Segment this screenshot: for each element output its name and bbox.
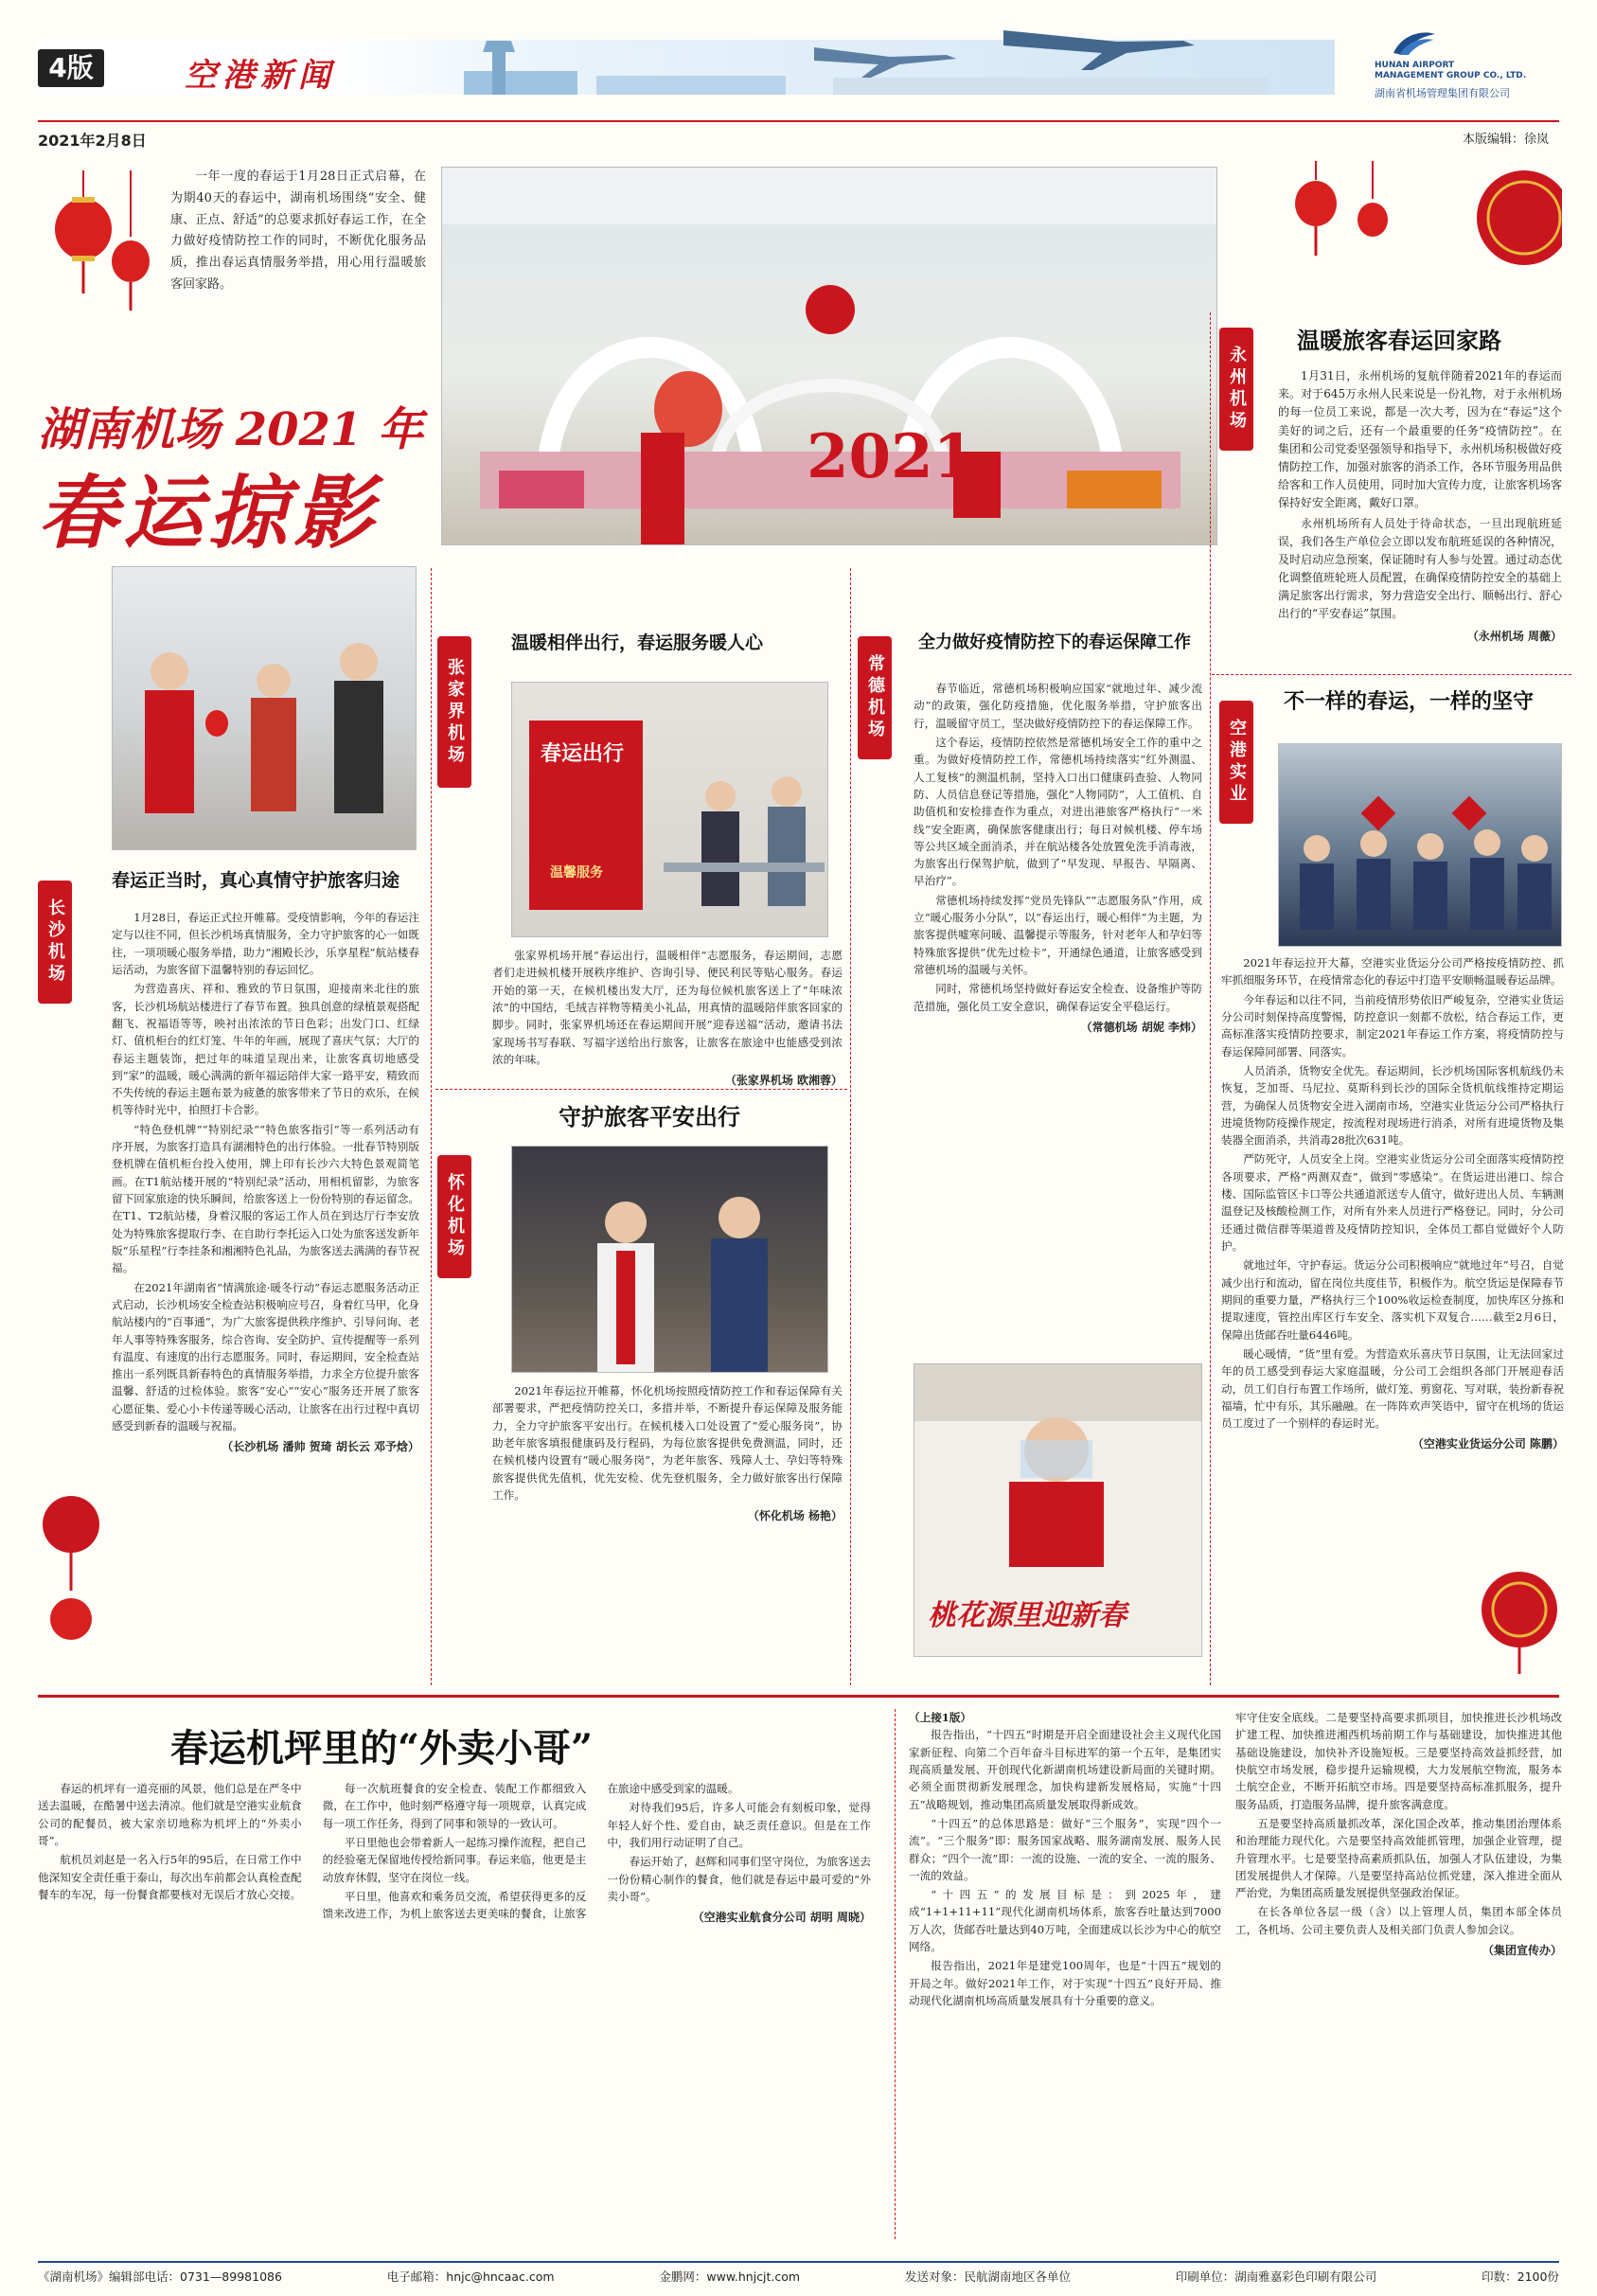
tag-zhangjiajie: 张家界机场 [437, 636, 471, 788]
huaihua-banner-slogan: 桃花源里迎新春 [928, 1599, 1127, 1632]
changde-article [914, 680, 1202, 1037]
takeaway-paragraph-1: 春运的机坪有一道亮丽的风景，他们总是在严冬中送去温暖，在酷暑中送去清凉。他们就是空港实业航食公司的配餐员，被大家亲切地称为机坪上的“外卖小哥”。 [38, 1782, 302, 1847]
hero-photo-sign-2021: 2021 [807, 421, 976, 492]
takeaway-paragraph-2: 航机员刘赵是一名入行5年的95后，在日常工作中他深知安全责任重于泰山，每次出车前都会认真检查配餐车的车况，每一份餐食都要核对无误后才放心交接。 [38, 1853, 302, 1901]
footer-bar [38, 2261, 1559, 2289]
zhangjiajie-article [492, 947, 843, 1090]
tag-huaihua: 怀化机场 [437, 1155, 471, 1278]
changde-paragraph-2: 这个春运，疫情防控依然是常德机场安全工作的重中之重。为做好疫情防控工作，常德机场持续落实“红外测温、人工复核”的测温机制，坚持入口出口健康码查验、人物同防、人员信息登记等措施，强化“人物同防”，人工值机、自助值机和安检排查作为重点，对进出港旅客严格执行“一米线”安全距离，确保旅客健康出行；每日对候机楼、停车场等公共区域全面消杀，并在航站楼各处放置免洗手消毒液，为旅客出行保驾护航，做到了“早发现、早报告、早隔离、早治疗”。 [914, 735, 1202, 888]
continued-paragraph-3: “十四五”的发展目标是：到2025年，建成“1+1+11+11”现代化湖南机场体系，旅客吞吐量达到7000万人次，货邮吞吐量达到40万吨，全面建成以长沙为中心的航空网络。 [909, 1888, 1221, 1954]
tag-changde: 常德机场 [858, 636, 892, 759]
yongzhou-headline: 温暖旅客春运回家路 [1297, 327, 1501, 354]
company-logo-icon [1390, 27, 1439, 59]
kongyuan-paragraph-3: 人员消杀，货物安全优先。春运期间，长沙机场国际客机航线仍未恢复，芝加哥、马尼拉、莫斯科到长沙的国际全货机航线维持定期运营，为确保人员货物安全进入湖南市场，空港实业货运分公司严格执行进境货物防疫操作规定，按流程对现场进行消杀，对所有进境货物及集装器全面消杀，共消毒28批次631吨。 [1221, 1063, 1564, 1148]
huaihua-banner-photo [914, 1363, 1202, 1657]
kongyuan-paragraph-6: 暖心暖情，“货”里有爱。为营造欢乐喜庆节日氛围，让无法回家过年的员工感受到春运大家庭温暖，分公司工会组织各部门开展迎春活动，员工们自行布置工作场所，做灯笼、剪窗花、写对联，装扮新春祝福墙，忙中有乐，其乐融融。在一阵阵欢声笑语中，留守在机场的货运员工度过了一个别样的春运时光。 [1221, 1346, 1564, 1431]
continued-article [909, 1709, 1221, 2011]
group-english-name [1375, 61, 1564, 81]
lantern-decoration-left [45, 170, 169, 322]
kongyuan-paragraph-5: 就地过年，守护春运。货运分公司积极响应“就地过年”号召，自觉减少出行和流动，留在岗位共度佳节，积极作为。航空货运是保障春节期间的重要力量，严格执行三个100%收运检查制度，加快库区分拣和提取速度，管控出库区行车安全、落实机下双复合……截至2月6日，保障出货邮吞吐量6446吨。 [1221, 1258, 1564, 1342]
kongyuan-photo-figures [1279, 744, 1562, 947]
kongyuan-article [1221, 954, 1564, 1453]
takeaway-article [38, 1780, 871, 1927]
kongyuan-paragraph-1: 2021年春运拉开大幕，空港实业货运分公司严格按疫情防控、抓牢抓细服务环节，在疫情常态化的春运中打造平安顺畅温暖春运品牌。 [1221, 956, 1564, 988]
lantern-decoration-right [1278, 161, 1562, 284]
hero-intro: 一年一度的春运于1月28日正式启幕，在为期40天的春运中，湖南机场围绕“安全、健康、正点、舒适”的总要求抓好春运工作，在全力做好疫情防控工作的同时，不断优化服务品质，推出春运真情服务举措，用心用行温暖旅客回家路。 [170, 169, 426, 292]
huaihua-photo [511, 1146, 828, 1373]
meeting-paragraph-3: 在长各单位各层一级（含）以上管理人员，集团本部全体员工，各机场、公司主要负责人及相关部门负责人参加会议。 [1235, 1905, 1562, 1936]
paper-name: 空港新闻 [185, 57, 336, 95]
takeaway-credit: （空港实业航食分公司 胡明 周晓） [692, 1911, 871, 1925]
changde-paragraph-3: 常德机场持续发挥“党员先锋队”“志愿服务队”作用，成立“暖心服务小分队”，以“春运出行，暖心相伴”为主题，为旅客提供嘘寒问暖、温馨提示等服务，针对老年人和孕妇等特殊旅客提供“优先过检卡”，开通绿色通道，让旅客感受到常德机场的温暖与关怀。 [914, 893, 1202, 976]
changde-paragraph-4: 同时，常德机场坚持做好春运安全检查、设备维护等防范措施，强化员工安全意识，确保春运安全平稳运行。 [914, 982, 1202, 1013]
kongyuan-headline: 不一样的春运，一样的坚守 [1284, 689, 1535, 714]
meeting-paragraph-1: 牢守住安全底线。二是要坚持高要求抓项目，加快推进长沙机场改扩建工程、加快推进湘西机场前期工作与基础建设，加快推进其他基础设施建设，加快补齐设施短板。三是要坚持高效益抓经营，加快航空市场发展，稳步提升运输规模，大力发展航空物流，服务本土航空企业，不断开拓航空市场。四是要坚持高标准抓服务，提升服务品质，打造服务品牌，提升旅客满意度。 [1235, 1711, 1562, 1811]
yongzhou-article [1278, 367, 1562, 646]
changsha-photo [112, 566, 417, 850]
divider-col3-col4 [1210, 312, 1211, 1685]
kongyuan-paragraph-4: 严防死守，人员安全上岗。空港实业货运分公司全面落实疫情防控各项要求，严格“两测双查”，做到“零感染”。在货运进出港口、综合楼、国际监管区卡口等公共通道派送专人值守，做好进出人员、车辆测温登记及核酸检测工作，对所有外来人员进行严格登记。同时，分公司还通过微信群等渠道普及疫情防控知识，全体员工都自觉做好个人防护。 [1221, 1152, 1564, 1253]
masthead [0, 0, 1597, 150]
takeaway-headline: 春运机坪里的“外卖小哥” [170, 1726, 594, 1771]
footer-printer: 印刷单位：湖南雅嘉彩色印刷有限公司 [1175, 2269, 1377, 2284]
huaihua-article [492, 1382, 843, 1525]
footer-circulation: 印数：2100份 [1482, 2269, 1559, 2284]
paper-cut-decoration-bottom-right [1477, 1562, 1562, 1676]
tag-kongyuan: 空港实业 [1219, 701, 1253, 824]
changde-credit: （常德机场 胡妮 李炜） [1080, 1020, 1202, 1034]
meeting-credit: （集团宣传办） [1482, 1944, 1562, 1958]
airport-skyline-graphic [435, 19, 1287, 99]
edition-badge: 4版 [38, 49, 104, 87]
changsha-paragraph-4: 在2021年湖南省“情满旅途·暖冬行动”春运志愿服务活动正式启动，长沙机场安全检查站积极响应号召，身着红马甲，化身航站楼内的“百事通”，为广大旅客提供秩序维护、引导问询、老年人事等特殊客服务，综合咨询、安全防护、宣传提醒等一系列有温度、有速度的出行志愿服务。同时，春运期间，安全检查站推出一系列既具新春特色的真情服务举措，力求全方位提升旅客温馨、舒适的过检体验。旅客“安心”“安心”服务还开展了旅客心愿征集、爱心小卡传递等暖心活动，让旅客在出行过程中真切感受到新春的温暖与祝福。 [112, 1280, 419, 1433]
huaihua-photo-figures [512, 1147, 828, 1373]
takeaway-paragraph-7: 春运开始了，赵辉和同事们坚守岗位，为旅客送去一份份精心制作的餐食，他们就是春运中最可爱的“外卖小哥”。 [607, 1855, 871, 1903]
masthead-rule [38, 120, 1559, 122]
zhangjiajie-headline: 温暖相伴出行，春运服务暖人心 [511, 632, 764, 653]
takeaway-paragraph-3: 每一次航班餐食的安全检查、装配工作都细致入微，在工作中，他时刻严格遵守每一项规章，认真完成每一项工作任务，得到了同事和领导的一致认可。 [322, 1782, 587, 1830]
kongyuan-team-photo [1278, 743, 1562, 947]
yongzhou-paragraph-1: 1月31日，永州机场的复航伴随着2021年的春运而来。对于645万永州人民来说是一份礼物，对于永州机场的每一位员工来说，都是一次大考，因为在“春运”这个美好的词之后，还有一个最重要的任务“疫情防控”。在集团和公司党委坚强领导和指导下，永州机场积极做好疫情防控工作，加强对旅客的消杀工作，各环节服务用品供给客和工作人员使用，同时加大宣传力度，让旅客机场客保持好安全距离，戴好口罩。 [1278, 369, 1563, 510]
zhangjiajie-photo [511, 682, 828, 937]
changsha-headline: 春运正当时，真心真情守护旅客归途 [112, 870, 400, 891]
changsha-article [112, 909, 419, 1456]
group-english-line2: MANAGEMENT GROUP CO., LTD. [1375, 71, 1527, 80]
meeting-article-right [1235, 1709, 1562, 1960]
page-editor: 本版编辑：徐岚 [1463, 133, 1550, 147]
changde-headline: 全力做好疫情防控下的春运保障工作 [918, 632, 1191, 652]
takeaway-paragraph-6: 对待我们95后，许多人可能会有刻板印象，觉得年轻人好个性、爱自由，缺乏责任意识。但是在工作中，我们用行动证明了自己。 [607, 1801, 871, 1849]
takeaway-paragraph-4: 平日里他也会带着新人一起练习操作流程，把自己的经验毫无保留地传授给新同事。春运来临，他更是主动放弃休假，坚守在岗位一线。 [322, 1835, 587, 1884]
changsha-photo-figures [113, 567, 417, 850]
huaihua-paragraph-1: 2021年春运拉开帷幕，怀化机场按照疫情防控工作和春运保障有关部署要求，严把疫情防控关口，多措并举，不断提升春运保障及服务能力，全力守护旅客平安出行。在候机楼入口处设置了“爱心服务岗”，协助老年旅客填报健康码及行程码，为每位旅客提供免费测温，同时，还在候机楼内设置有“暖心服务岗”，为老年旅客、残障人士、孕妇等特殊旅客提供优先值机，优先安检、优先登机服务，全力做好旅客出行保障工作。 [492, 1384, 843, 1502]
hero-photo [441, 167, 1217, 545]
bottom-section-rule [38, 1695, 1559, 1698]
kongyuan-credit: （空港实业货运分公司 陈鹏） [1411, 1437, 1564, 1451]
hero-title-line2: 春运掠影 [38, 466, 380, 560]
footer-website: 金鹏网：www.hnjcjt.com [659, 2269, 801, 2284]
continued-paragraph-1: 报告指出，“十四五”时期是开启全面建设社会主义现代化国家新征程、向第二个百年奋斗目标进军的第一个五年，是集团实现高质量发展、开创现代化新湖南机场建设新局面的关键时期。必须全面贯彻新发展理念，加快构建新发展格局，实施“十四五”战略规划，推动集团高质量发展取得新成效。 [909, 1728, 1221, 1811]
zhangjiajie-photo-board-subtext: 温馨服务 [550, 865, 603, 881]
continued-paragraph-4: 报告指出，2021年是建党100周年，也是“十四五”规划的开局之年。做好2021年工作，对于实现“十四五”良好开局、推动现代化湖南机场高质量发展具有十分重要的意义。 [909, 1959, 1221, 2007]
changde-paragraph-1: 春节临近，常德机场积极响应国家“就地过年、减少流动”的政策，强化防疫措施，优化服务举措，守护旅客出行，温暖留守员工，坚决做好疫情防控下的春运保障工作。 [914, 682, 1202, 730]
changsha-paragraph-1: 1月28日，春运正式拉开帷幕。受疫情影响，今年的春运注定与以往不同，但长沙机场真情服务，全力守护旅客的心一如既往，一项项暖心服务举措，助力“湘殿长沙，乐享星程”航站楼春运活动，为旅客留下温馨特别的春运回忆。 [112, 911, 419, 976]
meeting-paragraph-2: 五是要坚持高质量抓改革，深化国企改革，推动集团治理体系和治理能力现代化。六是要坚持高效能抓管理，加强企业管理，提升管理水平。七是要坚持高素质抓队伍，加强人才队伍建设，为集团发展提供人才保障。八是要坚持高站位抓党建，深入推进全面从严治党，为集团高质量发展提供坚强政治保证。 [1235, 1816, 1562, 1900]
footer-email: 电子邮箱：hnjc@hncaac.com [386, 2269, 555, 2284]
paper-cut-decoration-bottom-left [38, 1477, 104, 1666]
tag-changsha: 长沙机场 [38, 881, 72, 1004]
zhangjiajie-photo-board-text: 春运出行 [541, 741, 625, 766]
divider-bottom-mid [895, 1709, 896, 2239]
huaihua-credit: （怀化机场 杨艳） [747, 1509, 843, 1523]
tag-yongzhou: 永州机场 [1219, 328, 1253, 451]
yongzhou-credit: （永州机场 周薇） [1466, 629, 1562, 643]
issue-date: 2021年2月8日 [38, 132, 147, 150]
huaihua-headline: 守护旅客平安出行 [559, 1103, 740, 1130]
hero-title-line1: 湖南机场 2021 年 [38, 403, 424, 456]
group-chinese-name: 湖南省机场管理集团有限公司 [1375, 87, 1510, 99]
changsha-paragraph-3: “特色登机牌”“特别纪录”“特色旅客指引”等一系列活动有序开展，为旅客打造具有湖湘特色的出行体验。一批春节特别版登机牌在值机柜台投入使用，牌上印有长沙六大特色景观简笔画。在T1航站楼开展的“特别纪录”活动，用相机留影，为旅客留下回家旅途的快乐瞬间，给旅客送上一份份特别的春运留念。在T1、T2航站楼，身着汉服的客运工作人员在到达厅行李安放处为特殊旅客提取行李、在自助行李托运入口处为旅客送发新年版“乐星程”行李挂条和湘湘特色礼品，为旅客送去满满的春节祝福。 [112, 1122, 419, 1275]
zhangjiajie-credit: （张家界机场 欧湘蓉） [724, 1074, 843, 1088]
divider-yongzhou-kongyuan [1212, 674, 1571, 675]
zhangjiajie-paragraph-1: 张家界机场开展“春运出行，温暖相伴”志愿服务，春运期间，志愿者们走进候机楼开展秩序维护、咨询引导、便民利民等贴心服务。春运开始的第一天，在候机楼出发大厅，还为每位候机旅客送上了“年味浓浓”的中国结，毛绒吉祥物等精美小礼品，用真情的温暖陪伴旅客回家的脚步。同时，张家界机场还在春运期间开展“迎春送福”活动，邀请书法家现场书写春联、写福字送给出行旅客，让旅客在旅途中也能感受到浓浓的年味。 [492, 949, 843, 1066]
continued-paragraph-2: “十四五”的总体思路是：做好“三个服务”，实现“四个一流”。“三个服务”即：服务国家战略、服务湖南发展、服务人民群众；“四个一流”即：一流的设施、一流的安全、一流的服务、一流的效益。 [909, 1816, 1221, 1882]
kongyuan-paragraph-2: 今年春运和以往不同，当前疫情形势依旧严峻复杂，空港实业货运分公司时刻保持高度警惕，防控意识一刻都不放松，结合春运工作，更高标准落实疫情防控要求，制定2021年春运工作方案，将疫情防控与春运保障同部署、同落实。 [1221, 992, 1564, 1059]
footer-editorial-phone: 《湖南机场》编辑部电话：0731—89981086 [38, 2269, 282, 2284]
continued-from-page1-label: （上接1版） [909, 1711, 972, 1724]
footer-distribution: 发送对象：民航湖南地区各单位 [904, 2269, 1071, 2284]
changsha-paragraph-2: 为营造喜庆、祥和、雅致的节日氛围，迎接南来北往的旅客，长沙机场航站楼进行了春节布置。独具创意的绿植景观搭配翻飞、祝福语等等，映衬出浓浓的节日色彩；出发门口、红绿灯、值机柜台的红灯笼、牛年的年画，展现了喜庆气氛；大厅的春运主题装饰，把过年的味道呈现出来，让旅客真切地感受到“家”的温暖，暖心满满的新年福运陪伴大家一路平安，精致而不失传统的春运主题布景为疲惫的旅客带来了节日的欢乐，在候机等待时光中，拍照打卡合影。 [112, 982, 419, 1117]
changsha-credit: （长沙机场 潘帅 贺琦 胡长云 邓予焓） [222, 1440, 419, 1454]
divider-col2-col3 [850, 568, 851, 1685]
yongzhou-paragraph-2: 永州机场所有人员处于待命状态，一旦出现航班延误，我们各生产单位会立即以发布航班延误的各种情况，及时启动应急预案，保证随时有人参与处置。通过动态优化调整值班轮班人员配置，在确保疫情防控安全的基础上满足旅客出行需求，努力营造安全出行、顺畅出行、舒心出行的“平安春运”氛围。 [1278, 516, 1563, 621]
group-english-line1: HUNAN AIRPORT [1375, 61, 1455, 70]
zhangjiajie-photo-figures [512, 683, 828, 937]
divider-col1-col2 [431, 568, 432, 1685]
divider-zhangjiajie-huaihua [435, 1089, 847, 1090]
takeaway-paragraph-5: 平日里，他喜欢和乘务员交流，希望获得更多的反馈来改进工作，为机上旅客送去更美味的餐食，让旅客在旅途中感受到家的温暖。 [322, 1782, 739, 1921]
